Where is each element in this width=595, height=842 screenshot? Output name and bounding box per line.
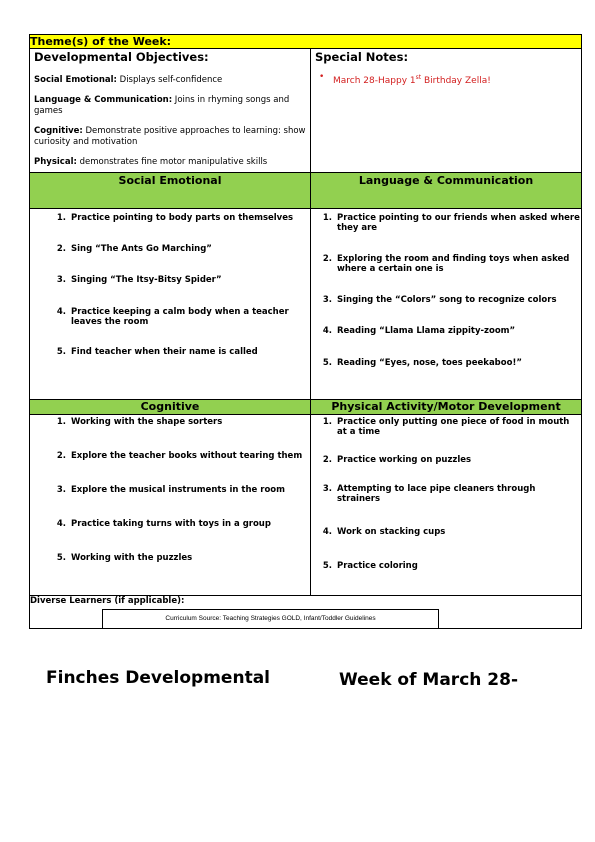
- list-item: 5. Reading “Eyes, nose, toes peekaboo!”: [322, 358, 522, 368]
- list-item: 1. Practice only putting one piece of food in mouth at a time: [322, 417, 570, 437]
- list-item: 1. Practice pointing to body parts on themselves: [56, 213, 294, 223]
- bullet-icon: •: [319, 72, 325, 82]
- language-cell: [311, 209, 582, 400]
- list-item: 4. Practice taking turns with toys in a group: [56, 519, 271, 529]
- list-item: 1. Working with the shape sorters: [56, 417, 223, 427]
- list-item: 3. Attempting to lace pipe cleaners through strainers: [322, 484, 536, 504]
- physical-list: [311, 417, 581, 571]
- cognitive-list: [30, 417, 310, 563]
- list-item: 5. Practice coloring: [322, 561, 418, 571]
- social-emotional-cell: [30, 209, 311, 400]
- theme-row: [30, 35, 582, 49]
- list-item: 5. Working with the puzzles: [56, 553, 193, 563]
- list-item: 3. Explore the musical instruments in the room: [56, 485, 285, 495]
- physical-cell: [311, 415, 582, 596]
- diverse-learners-label: Diverse Learners (if applicable):: [30, 596, 582, 629]
- list-item: 2. Explore the teacher books without tearing them: [56, 451, 303, 461]
- special-notes-list: [311, 72, 581, 87]
- special-note-item: • March 28-Happy 1st Birthday Zella!: [319, 72, 491, 86]
- lesson-plan: [29, 34, 581, 629]
- cognitive-cell: [30, 415, 311, 596]
- social-emotional-header: Social Emotional: [30, 173, 311, 209]
- objective-cognitive: Cognitive: Demonstrate positive approaches to learning: show curiosity and motivation: [34, 126, 306, 147]
- theme-label: Theme(s) of the Week:: [30, 35, 582, 49]
- objective-physical: Physical: demonstrates fine motor manipulative skills: [34, 157, 268, 167]
- objective-language: Language & Communication: Joins in rhyming songs and games: [34, 95, 290, 116]
- footer-class-title: Finches Developmental: [46, 668, 270, 688]
- list-item: 1. Practice pointing to our friends when asked where they are: [322, 213, 580, 233]
- language-list: [311, 213, 581, 368]
- list-item: 2. Sing “The Ants Go Marching”: [56, 244, 212, 254]
- special-notes-cell: [311, 49, 582, 173]
- lesson-plan-table: [29, 34, 582, 629]
- objectives-header: Developmental Objectives:: [34, 50, 209, 64]
- cognitive-header: Cognitive: [30, 400, 311, 415]
- list-item: 3. Singing the “Colors” song to recognize colors: [322, 295, 557, 305]
- objectives-cell: [30, 49, 311, 173]
- objective-social: Social Emotional: Displays self-confidence: [34, 75, 223, 85]
- list-item: 5. Find teacher when their name is called: [56, 347, 258, 357]
- physical-header: Physical Activity/Motor Development: [311, 400, 582, 415]
- language-header: Language & Communication: [311, 173, 582, 209]
- list-item: 4. Work on stacking cups: [322, 527, 446, 537]
- curriculum-source: Curriculum Source: Teaching Strategies GOLD, Infant/Toddler Guidelines: [102, 609, 439, 629]
- list-item: 2. Exploring the room and finding toys when asked where a certain one is: [322, 254, 570, 274]
- list-item: 3. Singing “The Itsy-Bitsy Spider”: [56, 275, 222, 285]
- social-emotional-list: [30, 213, 310, 357]
- special-notes-header: Special Notes:: [315, 50, 409, 64]
- list-item: 4. Practice keeping a calm body when a teacher leaves the room: [56, 307, 289, 327]
- footer-week-title: Week of March 28-: [339, 670, 519, 690]
- list-item: 4. Reading “Llama Llama zippity-zoom”: [322, 326, 516, 336]
- list-item: 2. Practice working on puzzles: [322, 455, 472, 465]
